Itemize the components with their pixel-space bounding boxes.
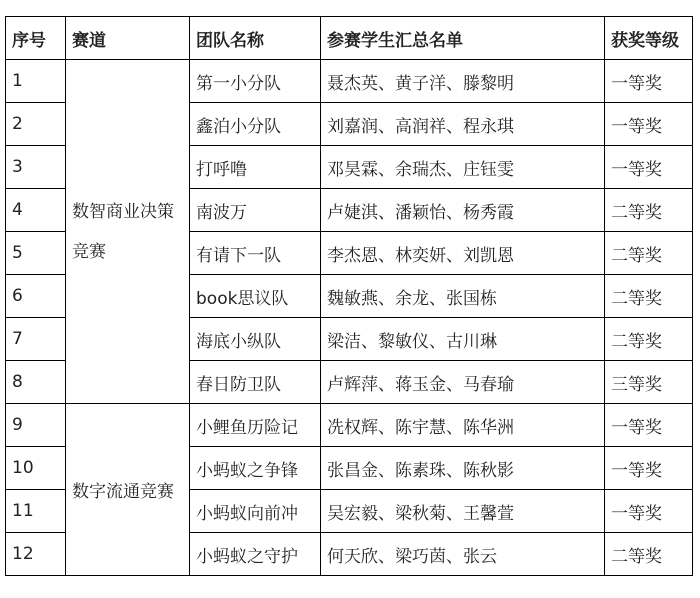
award-level: 二等奖 [605, 533, 693, 576]
header-member-list: 参赛学生汇总名单 [321, 17, 605, 60]
team-name: 小蚂蚁向前冲 [190, 490, 321, 533]
header-team-name: 团队名称 [190, 17, 321, 60]
header-award-level: 获奖等级 [605, 17, 693, 60]
award-level: 一等奖 [605, 103, 693, 146]
award-level: 一等奖 [605, 404, 693, 447]
award-level: 二等奖 [605, 275, 693, 318]
row-number: 7 [6, 318, 66, 361]
track-cell [66, 60, 190, 404]
member-list: 魏敏燕、余龙、张国栋 [321, 275, 605, 318]
member-list: 冼权辉、陈宇慧、陈华洲 [321, 404, 605, 447]
award-level: 一等奖 [605, 146, 693, 189]
header-track: 赛道 [66, 17, 190, 60]
team-name: 有请下一队 [190, 232, 321, 275]
row-number: 4 [6, 189, 66, 232]
team-name: 海底小纵队 [190, 318, 321, 361]
team-name: 打呼噜 [190, 146, 321, 189]
row-number: 3 [6, 146, 66, 189]
row-number: 12 [6, 533, 66, 576]
team-name: 春日防卫队 [190, 361, 321, 404]
track-name-line: 数字流通竞赛 [72, 482, 174, 502]
team-name: 小蚂蚁之争锋 [190, 447, 321, 490]
member-list: 卢婕淇、潘颖怡、杨秀霞 [321, 189, 605, 232]
table-row [6, 60, 693, 103]
row-number: 10 [6, 447, 66, 490]
team-name: 小蚂蚁之守护 [190, 533, 321, 576]
member-list: 聂杰英、黄子洋、滕黎明 [321, 60, 605, 103]
row-number: 9 [6, 404, 66, 447]
award-level: 一等奖 [605, 490, 693, 533]
member-list: 卢辉萍、蒋玉金、马春瑜 [321, 361, 605, 404]
row-number: 6 [6, 275, 66, 318]
member-list: 何天欣、梁巧茵、张云 [321, 533, 605, 576]
track-name-line: 数智商业决策 [72, 201, 174, 222]
row-number: 2 [6, 103, 66, 146]
track-cell [66, 404, 190, 576]
member-list: 梁洁、黎敏仪、古川琳 [321, 318, 605, 361]
row-number: 8 [6, 361, 66, 404]
member-list: 吴宏毅、梁秋菊、王馨萱 [321, 490, 605, 533]
award-level: 二等奖 [605, 232, 693, 275]
award-level: 一等奖 [605, 447, 693, 490]
team-name: book思议队 [190, 275, 321, 318]
award-level: 二等奖 [605, 189, 693, 232]
member-list: 刘嘉润、高润祥、程永琪 [321, 103, 605, 146]
award-level: 一等奖 [605, 60, 693, 103]
award-table-container [5, 16, 693, 576]
table-row [6, 404, 693, 447]
team-name: 鑫泊小分队 [190, 103, 321, 146]
row-number: 5 [6, 232, 66, 275]
team-name: 小鲤鱼历险记 [190, 404, 321, 447]
row-number: 11 [6, 490, 66, 533]
member-list: 张昌金、陈素珠、陈秋影 [321, 447, 605, 490]
award-level: 三等奖 [605, 361, 693, 404]
award-level: 二等奖 [605, 318, 693, 361]
member-list: 李杰恩、林奕妍、刘凯恩 [321, 232, 605, 275]
header-number: 序号 [6, 17, 66, 60]
member-list: 邓昊霖、余瑞杰、庄钰雯 [321, 146, 605, 189]
track-name-line: 竞赛 [72, 241, 106, 262]
award-table [5, 16, 693, 576]
row-number: 1 [6, 60, 66, 103]
team-name: 第一小分队 [190, 60, 321, 103]
table-header-row [6, 17, 693, 60]
team-name: 南波万 [190, 189, 321, 232]
